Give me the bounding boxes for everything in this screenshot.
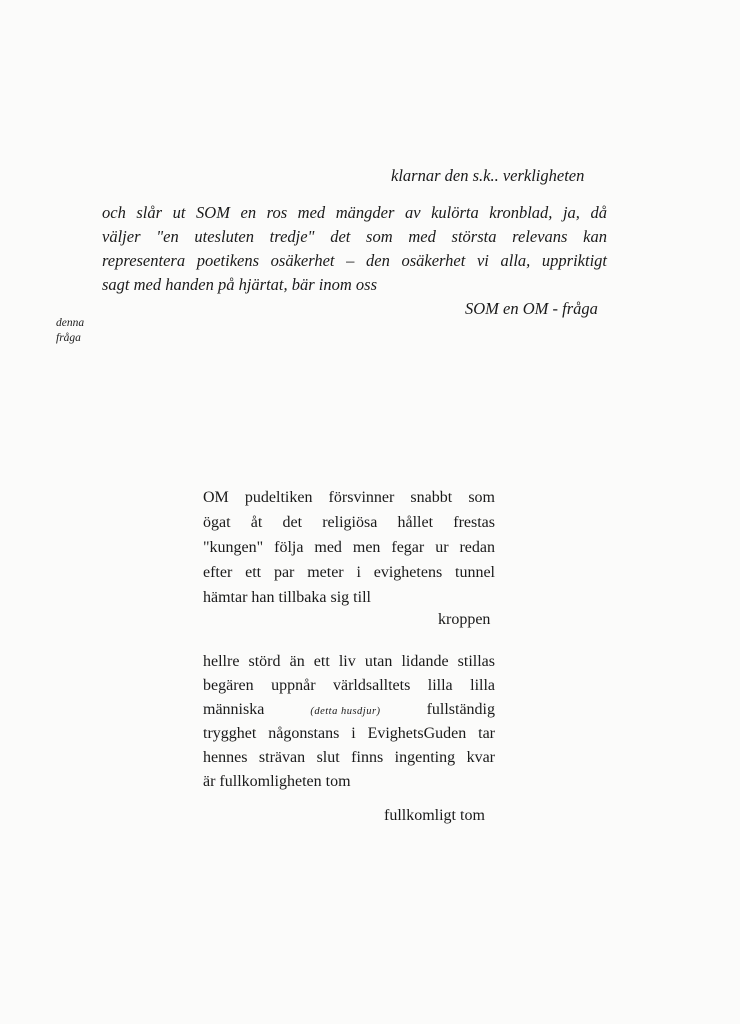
margin-note-line: denna [56, 317, 85, 329]
stanza-line: trygghet någonstans i EvighetsGuden tar [203, 725, 495, 742]
stanza-word: människa [203, 701, 265, 718]
stanza-line: begären uppnår världsalltets lilla lilla [203, 677, 495, 694]
stanza-line: OM pudeltiken försvinner snabbt som [203, 489, 495, 506]
stanza-word: fullständig [426, 701, 495, 718]
margin-note [56, 316, 84, 346]
stanza-aside: (detta husdjur) [310, 706, 381, 717]
paragraph-line: väljer "en utesluten tredje" det som med största relevans kan [102, 227, 607, 246]
paragraph-line: och slår ut SOM en ros med mängder av kulörta kronblad, ja, då [102, 203, 607, 222]
stanza-line: är fullkomligheten tom [203, 773, 351, 790]
stanza-line: hellre störd än ett liv utan lidande stillas [203, 653, 495, 670]
paragraph-line: representera poetikens osäkerhet – den osäkerhet vi alla, uppriktigt [102, 251, 607, 270]
stanza-line-with-aside [203, 701, 495, 719]
paragraph-line: sagt med handen på hjärtat, bär inom oss [102, 275, 378, 294]
stanza-line: "kungen" följa med men fegar ur redan [203, 539, 495, 556]
margin-note-line: fråga [56, 332, 81, 344]
stanza-end-phrase: fullkomligt tom [384, 807, 485, 824]
stanza-line: efter ett par meter i evighetens tunnel [203, 564, 495, 581]
stanza-line: hämtar han tillbaka sig till [203, 589, 371, 606]
stanza-line: ögat åt det religiösa hållet frestas [203, 514, 495, 531]
stanza-line: hennes strävan slut finns ingenting kvar [203, 749, 495, 766]
stanza-end-word: kroppen [438, 611, 491, 628]
closing-line: SOM en OM - fråga [465, 299, 598, 318]
header-line: klarnar den s.k.. verkligheten [391, 166, 585, 185]
